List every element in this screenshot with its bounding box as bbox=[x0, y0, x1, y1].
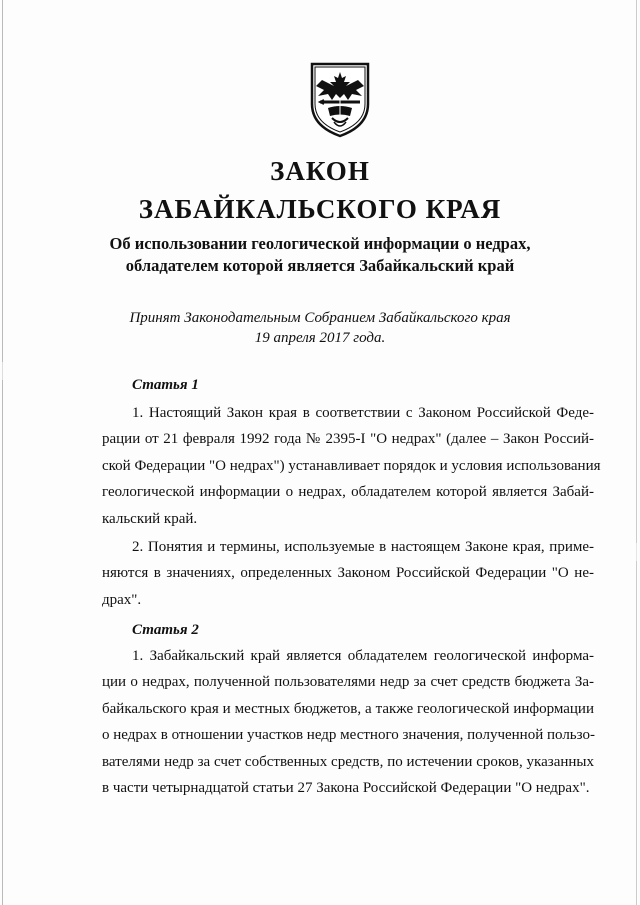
text-line: 1. Забайкальский край является обладателем геологической информа- bbox=[132, 648, 594, 664]
article-heading: Статья 1 bbox=[132, 377, 199, 393]
article-paragraph bbox=[102, 643, 594, 801]
text-line: няются в значениях, определенных Законом Российской Федерации "О не- bbox=[102, 565, 594, 582]
scan-edge-left bbox=[2, 0, 3, 905]
adoption-line: Принят Законодательным Собранием Забайкальского края bbox=[129, 310, 511, 326]
law-title: ЗАКОН bbox=[270, 156, 370, 186]
article-paragraph bbox=[102, 534, 594, 613]
text-line: 2. Понятия и термины, используемые в настоящем Законе края, приме- bbox=[132, 539, 594, 555]
subtitle-line: Об использовании геологической информации о недрах, bbox=[109, 234, 531, 253]
text-line: 1. Настоящий Закон края в соответствии с Законом Российской Феде- bbox=[132, 405, 594, 421]
adoption-note bbox=[0, 308, 640, 348]
adoption-date: 19 апреля 2017 года. bbox=[254, 330, 386, 346]
text-line: вателями недр за счет собственных средств, по истечении сроков, указанных bbox=[102, 753, 594, 770]
text-line: рации от 21 февраля 1992 года № 2395-I "О недрах" (далее – Закон Россий- bbox=[102, 431, 594, 448]
subtitle-line: обладателем которой является Забайкальский край bbox=[125, 256, 515, 275]
text-line: байкальского края и местных бюджетов, а также геологической информации bbox=[102, 700, 594, 717]
text-line: драх". bbox=[102, 591, 142, 608]
article-heading: Статья 2 bbox=[132, 622, 199, 638]
text-line: ции о недрах, полученной пользователями недр за счет средств бюджета За- bbox=[102, 674, 594, 691]
coat-of-arms-icon bbox=[306, 60, 374, 138]
law-subtitle bbox=[0, 233, 640, 277]
text-line: ской Федерации "О недрах") устанавливает порядок и условия использования bbox=[102, 457, 601, 474]
text-line: о недрах в отношении участков недр местного значения, полученной пользо- bbox=[102, 727, 595, 744]
scan-edge-right bbox=[636, 0, 637, 905]
text-line: кальский край. bbox=[102, 510, 198, 527]
text-line: геологической информации о недрах, обладателем которой является Забай- bbox=[102, 484, 594, 501]
region-title: ЗАБАЙКАЛЬСКОГО КРАЯ bbox=[138, 194, 502, 224]
article-paragraph bbox=[102, 400, 601, 532]
text-line: в части четырнадцатой статьи 27 Закона Российской Федерации "О недрах". bbox=[102, 779, 590, 796]
